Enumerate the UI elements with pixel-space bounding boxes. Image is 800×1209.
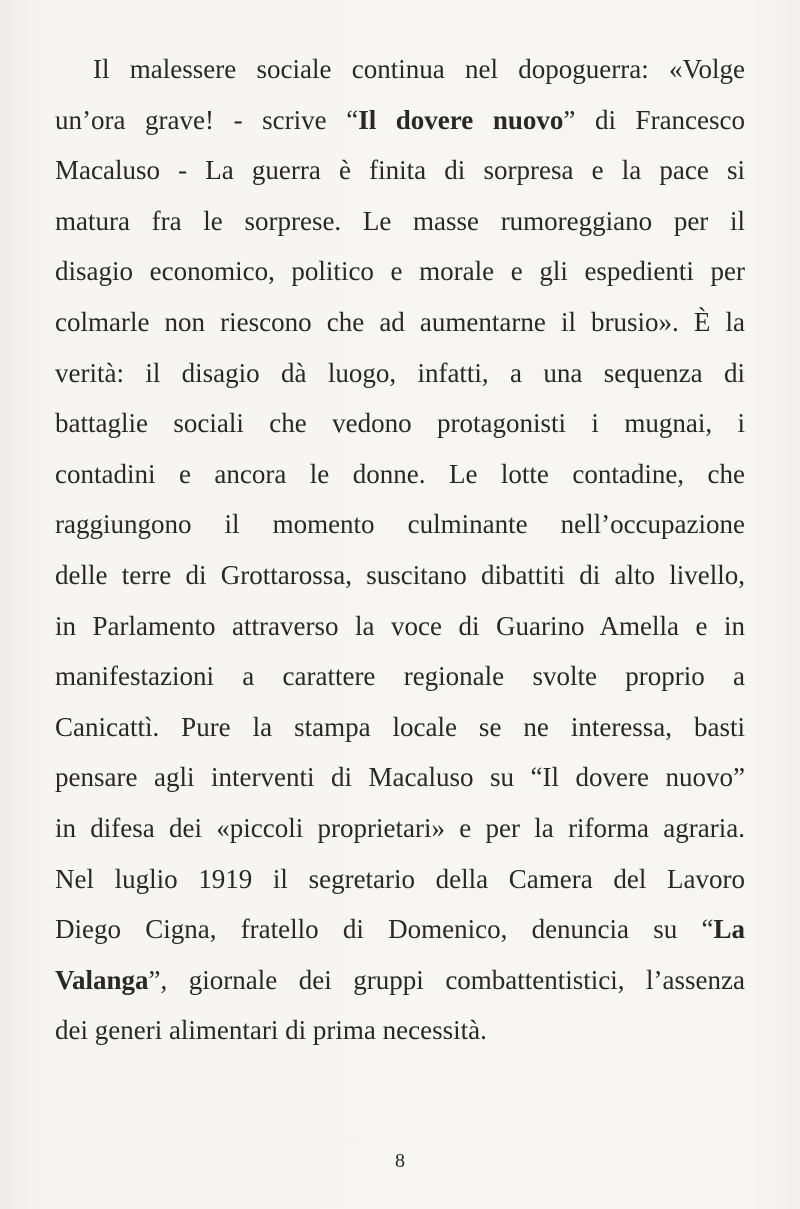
text-line (55, 1005, 745, 1056)
text-line (55, 550, 745, 601)
text-segment: Diego Cigna, fratello di Domenico, denuncia su “ (55, 914, 714, 945)
text-line (55, 601, 745, 652)
text-segment: in difesa dei «piccoli proprietari» e per la riforma agraria. (55, 812, 745, 843)
text-line (55, 246, 745, 297)
text-line (55, 651, 745, 702)
text-segment: ”, giornale dei gruppi combattentistici, l’assenza (148, 964, 745, 995)
text-line (55, 348, 745, 399)
text-line (55, 904, 745, 955)
text-segment: delle terre di Grottarossa, suscitano dibattiti di alto livello, (55, 559, 745, 590)
text-segment: un’ora grave! - scrive “ (55, 104, 359, 135)
body-paragraph (55, 44, 745, 1056)
text-segment: matura fra le sorprese. Le masse rumoreggiano per il (55, 205, 745, 236)
text-line (55, 398, 745, 449)
text-segment: dei generi alimentari di prima necessità. (55, 1015, 487, 1046)
text-segment: pensare agli interventi di Macaluso su “Il dovere nuovo” (55, 762, 745, 793)
text-line (55, 297, 745, 348)
text-segment: verità: il disagio dà luogo, infatti, a una sequenza di (55, 357, 745, 388)
text-segment: in Parlamento attraverso la voce di Guarino Amella e in (55, 610, 745, 641)
text-segment: Macaluso - La guerra è finita di sorpresa e la pace si (55, 155, 745, 186)
text-line (55, 196, 745, 247)
text-line (55, 95, 745, 146)
text-line (55, 955, 745, 1006)
text-segment: colmarle non riescono che ad aumentarne il brusio». È la (55, 306, 745, 337)
bold-title-text: La (713, 914, 745, 945)
text-segment: contadini e ancora le donne. Le lotte contadine, che (55, 458, 745, 489)
text-segment: Nel luglio 1919 il segretario della Camera del Lavoro (55, 863, 745, 894)
text-segment: disagio economico, politico e morale e gli espedienti per (55, 256, 745, 287)
text-line (55, 702, 745, 753)
bold-title-text: Valanga (55, 964, 149, 995)
text-line (55, 752, 745, 803)
text-segment: Canicattì. Pure la stampa locale se ne interessa, basti (55, 711, 745, 742)
page-number: 8 (395, 1150, 405, 1172)
text-line (55, 803, 745, 854)
text-line (55, 499, 745, 550)
text-segment: manifestazioni a carattere regionale svolte proprio a (55, 661, 745, 692)
text-line (55, 449, 745, 500)
text-line (55, 854, 745, 905)
text-line (55, 44, 745, 95)
bold-title-text: Il dovere nuovo (358, 104, 564, 135)
text-segment: ” di Francesco (563, 104, 746, 135)
text-line (55, 145, 745, 196)
text-segment: raggiungono il momento culminante nell’occupazione (55, 509, 745, 540)
text-segment: battaglie sociali che vedono protagonisti i mugnai, i (55, 408, 745, 439)
text-segment: Il malessere sociale continua nel dopoguerra: «Volge (93, 54, 745, 84)
